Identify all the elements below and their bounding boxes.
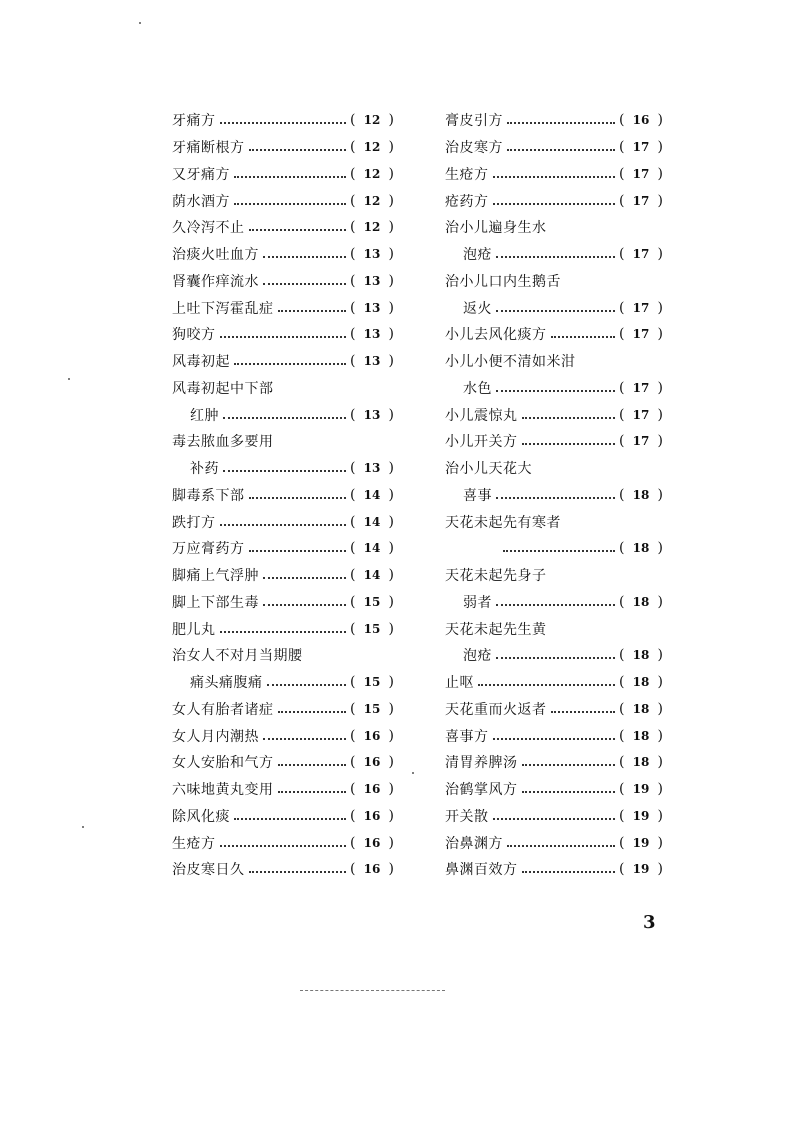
toc-entry-title: 天花未起先生黄: [445, 621, 547, 638]
page-ref: 16: [363, 862, 381, 877]
toc-entry-title: 治小儿天花大: [445, 461, 532, 478]
toc-entry: [172, 375, 394, 402]
toc-entry-title: 补药: [190, 461, 219, 478]
toc-entry: [172, 214, 394, 241]
toc-entry-page: ( 13 ): [349, 326, 394, 343]
toc-entry: [172, 669, 394, 696]
page-ref: 13: [363, 327, 381, 342]
toc-entry: [172, 615, 394, 642]
page-ref: 18: [632, 648, 650, 663]
toc-entry-page: ( 13 ): [349, 246, 394, 263]
toc-entry: [445, 134, 663, 161]
dot-leader: [496, 657, 615, 659]
dot-leader: [496, 256, 615, 258]
toc-entry-title: 小儿去风化痰方: [445, 327, 547, 344]
toc-entry: [445, 642, 663, 669]
toc-entry: [172, 348, 394, 375]
toc-entry-title: 鼻渊百效方: [445, 862, 518, 879]
toc-entry-title: 女人月内潮热: [172, 728, 259, 745]
scan-speck: [82, 826, 84, 828]
toc-entry-title: 泡疮: [463, 648, 492, 665]
toc-entry-page: ( 18 ): [618, 727, 663, 744]
toc-entry: [445, 535, 663, 562]
toc-entry-page: ( 14 ): [349, 486, 394, 503]
toc-entry-page: ( 16 ): [349, 834, 394, 851]
page-ref: 17: [632, 327, 650, 342]
toc-entry-page: ( 12 ): [349, 165, 394, 182]
toc-entry: [445, 508, 663, 535]
toc-entry: [172, 722, 394, 749]
dot-leader: [263, 738, 346, 740]
toc-entry: [445, 241, 663, 268]
toc-entry-page: ( 13 ): [349, 460, 394, 477]
toc-entry-page: ( 17 ): [618, 299, 663, 316]
dot-leader: [263, 577, 346, 579]
toc-entry: [445, 161, 663, 188]
page-ref: 13: [363, 461, 381, 476]
toc-entry: [445, 776, 663, 803]
toc-entry-page: ( 19 ): [618, 861, 663, 878]
toc-entry-page: ( 19 ): [618, 807, 663, 824]
toc-entry-title: 喜事方: [445, 728, 489, 745]
toc-entry-page: ( 17 ): [618, 192, 663, 209]
dot-leader: [493, 738, 615, 740]
page-ref: 17: [632, 380, 650, 395]
dot-leader: [551, 711, 615, 713]
page-ref: 18: [632, 755, 650, 770]
toc-entry-title: 清胃养脾汤: [445, 755, 518, 772]
toc-entry-page: ( 18 ): [618, 674, 663, 691]
toc-entry: [172, 856, 394, 883]
toc-entry-title: 喜事: [463, 487, 492, 504]
toc-entry-page: ( 14 ): [349, 540, 394, 557]
toc-entry-page: ( 12 ): [349, 112, 394, 129]
toc-entry-title: 治痰火吐血方: [172, 247, 259, 264]
toc-entry-title: 脚上下部生毒: [172, 594, 259, 611]
page-ref: 17: [632, 434, 650, 449]
page-ref: 12: [363, 113, 381, 128]
toc-column-left: [172, 107, 394, 883]
toc-entry: [172, 589, 394, 616]
toc-entry: [172, 562, 394, 589]
toc-entry-page: ( 15 ): [349, 700, 394, 717]
toc-entry-title: 治鹤掌风方: [445, 782, 518, 799]
dot-leader: [522, 764, 615, 766]
dot-leader: [496, 497, 615, 499]
toc-entry: [445, 696, 663, 723]
toc-entry: [445, 482, 663, 509]
dot-leader: [278, 310, 346, 312]
toc-entry: [445, 214, 663, 241]
toc-entry: [172, 294, 394, 321]
toc-entry-title: 治女人不对月当期腰: [172, 648, 303, 665]
toc-entry: [172, 776, 394, 803]
dot-leader: [522, 443, 615, 445]
page-ref: 14: [363, 487, 381, 502]
toc-entry-page: ( 18 ): [618, 540, 663, 557]
toc-entry: [445, 615, 663, 642]
dot-leader: [551, 336, 615, 338]
scan-speck: [412, 772, 414, 774]
dot-leader: [493, 203, 615, 205]
dot-leader: [507, 149, 615, 151]
toc-entry: [172, 401, 394, 428]
toc-entry: [445, 187, 663, 214]
page-ref: 16: [363, 728, 381, 743]
dot-leader: [220, 631, 346, 633]
page-ref: 15: [363, 621, 381, 636]
page-ref: 14: [363, 514, 381, 529]
toc-entry-title: 狗咬方: [172, 327, 216, 344]
toc-entry-title: 水色: [463, 380, 492, 397]
toc-entry-page: ( 17 ): [618, 326, 663, 343]
toc-entry-title: 生疮方: [172, 835, 216, 852]
toc-entry: [172, 535, 394, 562]
toc-entry-title: 脚毒系下部: [172, 487, 245, 504]
toc-entry-title: 小儿开关方: [445, 434, 518, 451]
page-ref: 18: [632, 541, 650, 556]
toc-entry-title: 肾囊作痒流水: [172, 273, 259, 290]
toc-entry-title: 上吐下泻霍乱症: [172, 300, 274, 317]
dot-leader: [249, 149, 346, 151]
page-ref: 12: [363, 166, 381, 181]
page-ref: 17: [632, 407, 650, 422]
dot-leader: [496, 310, 615, 312]
dot-leader: [223, 470, 346, 472]
page-ref: 16: [632, 113, 650, 128]
page-ref: 18: [632, 675, 650, 690]
toc-entry-page: ( 14 ): [349, 513, 394, 530]
toc-entry: [172, 482, 394, 509]
toc-entry-title: 风毒初起: [172, 354, 230, 371]
page-ref: 14: [363, 568, 381, 583]
page-ref: 13: [363, 407, 381, 422]
dot-leader: [503, 550, 615, 552]
toc-entry-title: 泡疮: [463, 247, 492, 264]
toc-entry-page: ( 18 ): [618, 700, 663, 717]
toc-entry-page: ( 15 ): [349, 674, 394, 691]
page-ref: 12: [363, 193, 381, 208]
page-ref: 18: [632, 701, 650, 716]
toc-entry-page: ( 12 ): [349, 219, 394, 236]
dot-leader: [522, 417, 615, 419]
toc-entry-page: ( 13 ): [349, 406, 394, 423]
toc-entry-title: 脚痛上气浮肿: [172, 568, 259, 585]
page-ref: 12: [363, 220, 381, 235]
toc-entry-title: 痛头痛腹痛: [190, 675, 263, 692]
dot-leader: [220, 524, 346, 526]
dot-leader: [478, 684, 615, 686]
toc-entry: [445, 589, 663, 616]
toc-entry-page: ( 17 ): [618, 433, 663, 450]
page-ref: 16: [363, 782, 381, 797]
toc-entry-page: ( 15 ): [349, 620, 394, 637]
dot-leader: [522, 791, 615, 793]
dot-leader: [507, 845, 615, 847]
toc-entry: [445, 829, 663, 856]
dot-leader: [263, 604, 346, 606]
toc-entry: [172, 428, 394, 455]
toc-entry-page: ( 13 ): [349, 272, 394, 289]
toc-entry-page: ( 13 ): [349, 353, 394, 370]
dot-leader: [493, 176, 615, 178]
toc-entry-title: 膏皮引方: [445, 113, 503, 130]
toc-entry: [445, 428, 663, 455]
toc-column-right: [445, 107, 663, 883]
toc-entry-page: ( 16 ): [618, 112, 663, 129]
toc-entry-page: ( 12 ): [349, 139, 394, 156]
toc-entry-page: ( 17 ): [618, 246, 663, 263]
toc-entry-page: ( 14 ): [349, 567, 394, 584]
toc-entry-page: ( 16 ): [349, 807, 394, 824]
page-ref: 17: [632, 247, 650, 262]
toc-entry-page: ( 17 ): [618, 165, 663, 182]
page-ref: 19: [632, 835, 650, 850]
toc-entry: [445, 107, 663, 134]
dot-leader: [249, 229, 346, 231]
toc-entry-title: 生疮方: [445, 166, 489, 183]
toc-entry-title: 治小儿遍身生水: [445, 220, 547, 237]
toc-entry-page: ( 18 ): [618, 754, 663, 771]
toc-entry: [172, 321, 394, 348]
toc-entry-page: ( 17 ): [618, 139, 663, 156]
toc-entry-title: 疮药方: [445, 193, 489, 210]
toc-entry: [172, 696, 394, 723]
toc-entry: [172, 241, 394, 268]
dot-leader: [249, 497, 346, 499]
page-ref: 17: [632, 300, 650, 315]
dot-leader: [496, 604, 615, 606]
dot-leader: [493, 818, 615, 820]
toc-entry-title: 开关散: [445, 808, 489, 825]
toc-entry: [172, 642, 394, 669]
scan-speck: [139, 22, 141, 24]
dot-leader: [223, 417, 346, 419]
toc-entry-page: ( 19 ): [618, 834, 663, 851]
toc-entry: [172, 803, 394, 830]
page-ref: 13: [363, 247, 381, 262]
toc-entry-title: 毒去脓血多要用: [172, 434, 274, 451]
toc-entry-page: ( 18 ): [618, 593, 663, 610]
page-ref: 18: [632, 594, 650, 609]
toc-entry-page: ( 17 ): [618, 406, 663, 423]
toc-entry-title: 返火: [463, 300, 492, 317]
page-ref: 19: [632, 862, 650, 877]
toc-entry-title: 除风化痰: [172, 808, 230, 825]
toc-entry-title: 万应膏药方: [172, 541, 245, 558]
toc-entry: [172, 134, 394, 161]
dot-leader: [278, 764, 346, 766]
dot-leader: [507, 122, 615, 124]
toc-entry-title: 肥儿丸: [172, 621, 216, 638]
toc-entry-page: ( 19 ): [618, 781, 663, 798]
toc-entry-title: 风毒初起中下部: [172, 380, 274, 397]
toc-entry: [445, 348, 663, 375]
toc-entry-page: ( 16 ): [349, 861, 394, 878]
page-ref: 15: [363, 675, 381, 690]
toc-entry-page: ( 17 ): [618, 379, 663, 396]
toc-entry-title: 天花未起先身子: [445, 568, 547, 585]
toc-entry-title: 治皮寒日久: [172, 862, 245, 879]
toc-entry: [445, 455, 663, 482]
toc-entry-page: ( 16 ): [349, 781, 394, 798]
toc-entry-title: 牙痛方: [172, 113, 216, 130]
toc-entry-title: 治鼻渊方: [445, 835, 503, 852]
dot-leader: [496, 390, 615, 392]
toc-entry-title: 弱者: [463, 594, 492, 611]
toc-entry: [445, 856, 663, 883]
toc-entry-title: 荫水酒方: [172, 193, 230, 210]
dot-leader: [220, 122, 346, 124]
page-ref: 16: [363, 755, 381, 770]
toc-entry-page: ( 18 ): [618, 647, 663, 664]
toc-entry: [445, 669, 663, 696]
page-ref: 16: [363, 808, 381, 823]
toc-entry: [172, 749, 394, 776]
page-ref: 17: [632, 166, 650, 181]
toc-entry-title: 六味地黄丸变用: [172, 782, 274, 799]
toc-entry-page: ( 15 ): [349, 593, 394, 610]
page-ref: 13: [363, 354, 381, 369]
page-ref: 18: [632, 728, 650, 743]
toc-entry: [445, 562, 663, 589]
dot-leader: [278, 791, 346, 793]
toc-entry-title: 小儿震惊丸: [445, 407, 518, 424]
toc-entry-title: 牙痛断根方: [172, 140, 245, 157]
toc-entry-page: ( 18 ): [618, 486, 663, 503]
toc-entry: [445, 321, 663, 348]
toc-entry: [172, 187, 394, 214]
dot-leader: [234, 818, 346, 820]
toc-entry-title: 跌打方: [172, 514, 216, 531]
toc-entry-title: 天花未起先有寒者: [445, 514, 561, 531]
toc-entry: [445, 268, 663, 295]
dot-leader: [220, 845, 346, 847]
toc-entry-title: 女人有胎者诸症: [172, 701, 274, 718]
page-number: 3: [643, 912, 656, 933]
page-ref: 18: [632, 487, 650, 502]
toc-entry: [172, 107, 394, 134]
toc-entry: [445, 803, 663, 830]
toc-entry: [172, 161, 394, 188]
page-ref: 15: [363, 594, 381, 609]
dot-leader: [249, 871, 346, 873]
page-ref: 13: [363, 273, 381, 288]
toc-entry: [445, 294, 663, 321]
page-ref: 19: [632, 808, 650, 823]
page-ref: 13: [363, 300, 381, 315]
toc-entry-title: 止呕: [445, 675, 474, 692]
toc-entry: [445, 722, 663, 749]
dot-leader: [234, 363, 346, 365]
toc-entry-title: 又牙痛方: [172, 166, 230, 183]
toc-entry: [172, 829, 394, 856]
toc-entry-title: 治小儿口内生鹅舌: [445, 273, 561, 290]
toc-entry: [445, 749, 663, 776]
dot-leader: [267, 684, 346, 686]
page-ref: 17: [632, 140, 650, 155]
page-ref: 15: [363, 701, 381, 716]
dot-leader: [249, 550, 346, 552]
dot-leader: [522, 871, 615, 873]
toc-entry: [445, 401, 663, 428]
scan-artifact-line: [300, 990, 445, 991]
dot-leader: [263, 256, 346, 258]
page-ref: 14: [363, 541, 381, 556]
dot-leader: [234, 203, 346, 205]
toc-entry-page: ( 16 ): [349, 727, 394, 744]
dot-leader: [220, 336, 346, 338]
toc-entry-page: ( 13 ): [349, 299, 394, 316]
page-ref: 19: [632, 782, 650, 797]
page-ref: 16: [363, 835, 381, 850]
toc-entry-title: 红肿: [190, 407, 219, 424]
dot-leader: [263, 283, 346, 285]
toc-entry-title: 久冷泻不止: [172, 220, 245, 237]
toc-entry: [172, 508, 394, 535]
page-ref: 12: [363, 140, 381, 155]
toc-entry-title: 女人安胎和气方: [172, 755, 274, 772]
toc-entry-title: 治皮寒方: [445, 140, 503, 157]
toc-entry: [172, 455, 394, 482]
toc-entry-title: 小儿小便不清如米泔: [445, 354, 576, 371]
toc-entry-title: 天花重而火返者: [445, 701, 547, 718]
toc-entry: [445, 375, 663, 402]
page-ref: 17: [632, 193, 650, 208]
scan-speck: [68, 378, 70, 380]
toc-entry-page: ( 16 ): [349, 754, 394, 771]
dot-leader: [278, 711, 346, 713]
dot-leader: [234, 176, 346, 178]
toc-entry: [172, 268, 394, 295]
toc-entry-page: ( 12 ): [349, 192, 394, 209]
